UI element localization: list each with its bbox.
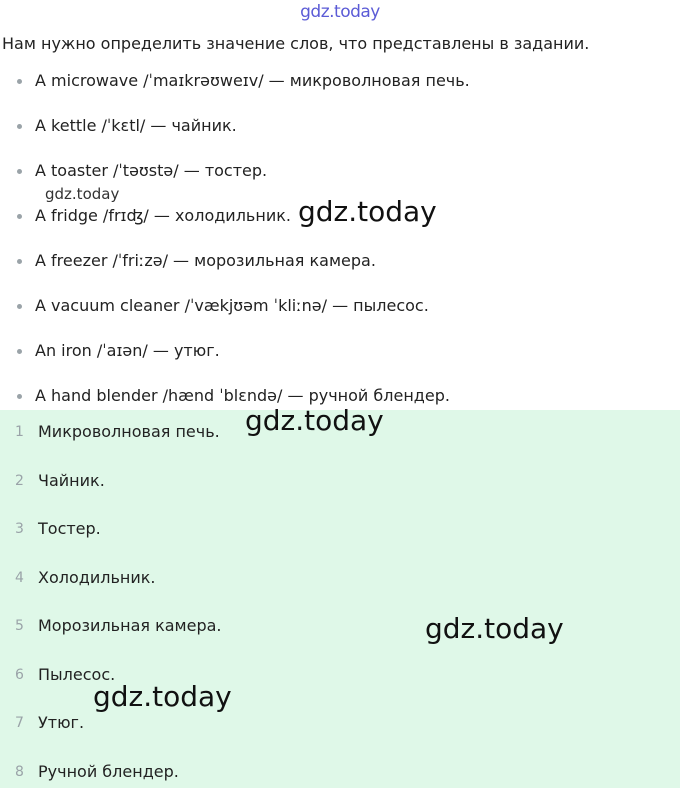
vocab-entry: A vacuum cleaner /ˈvækjʊəm ˈkliːnə/ — пылесос.: [35, 296, 429, 315]
answer-item: [0, 459, 680, 508]
list-item: [0, 240, 470, 285]
answer-text: Микроволновая печь.: [38, 422, 220, 441]
answer-number: 1: [15, 410, 24, 454]
bullet-icon: [17, 169, 22, 174]
answer-text: Тостер.: [38, 519, 101, 538]
vocab-entry: A microwave /ˈmaɪkrəʊweɪv/ — микроволновая печь.: [35, 71, 470, 90]
answer-text: Утюг.: [38, 713, 84, 732]
answer-list: [0, 410, 680, 798]
list-item: [0, 330, 470, 375]
list-item: [0, 195, 470, 240]
bullet-icon: [17, 214, 22, 219]
watermark: gdz.today: [425, 612, 564, 645]
watermark: gdz.today: [93, 680, 232, 713]
answer-text: Чайник.: [38, 471, 105, 490]
answer-item: [0, 653, 680, 702]
answer-text: Морозильная камера.: [38, 616, 222, 635]
answer-item: [0, 701, 680, 750]
bullet-icon: [17, 259, 22, 264]
answer-item: [0, 410, 680, 459]
answer-text: Пылесос.: [38, 665, 115, 684]
answer-number: 5: [15, 604, 24, 648]
answer-text: Холодильник.: [38, 568, 156, 587]
answer-item: [0, 604, 680, 653]
vocab-entry: A freezer /ˈfriːzə/ — морозильная камера.: [35, 251, 376, 270]
answer-number: 8: [15, 750, 24, 794]
bullet-icon: [17, 394, 22, 399]
watermark: gdz.today: [45, 185, 119, 203]
answer-block: [0, 410, 680, 788]
list-item: [0, 285, 470, 330]
bullet-icon: [17, 79, 22, 84]
intro-text: Нам нужно определить значение слов, что представлены в задании.: [2, 34, 589, 53]
watermark-top: gdz.today: [0, 2, 680, 22]
answer-number: 7: [15, 701, 24, 745]
watermark: gdz.today: [245, 404, 384, 437]
vocabulary-list: [0, 60, 470, 420]
answer-number: 6: [15, 653, 24, 697]
answer-number: 2: [15, 459, 24, 503]
vocab-entry: A toaster /ˈtəʊstə/ — тостер.: [35, 161, 267, 180]
list-item: [0, 60, 470, 105]
vocab-entry: An iron /ˈaɪən/ — утюг.: [35, 341, 220, 360]
answer-item: [0, 556, 680, 605]
vocab-entry: A kettle /ˈkɛtl/ — чайник.: [35, 116, 237, 135]
watermark: gdz.today: [298, 195, 437, 228]
answer-number: 4: [15, 556, 24, 600]
vocab-entry: A hand blender /hænd ˈblɛndə/ — ручной блендер.: [35, 386, 450, 405]
answer-text: Ручной блендер.: [38, 762, 179, 781]
list-item: [0, 105, 470, 150]
answer-number: 3: [15, 507, 24, 551]
vocab-entry: A fridge /frɪʤ/ — холодильник.: [35, 206, 291, 225]
answer-item: [0, 750, 680, 798]
bullet-icon: [17, 304, 22, 309]
bullet-icon: [17, 124, 22, 129]
bullet-icon: [17, 349, 22, 354]
list-item: [0, 150, 470, 195]
answer-item: [0, 507, 680, 556]
